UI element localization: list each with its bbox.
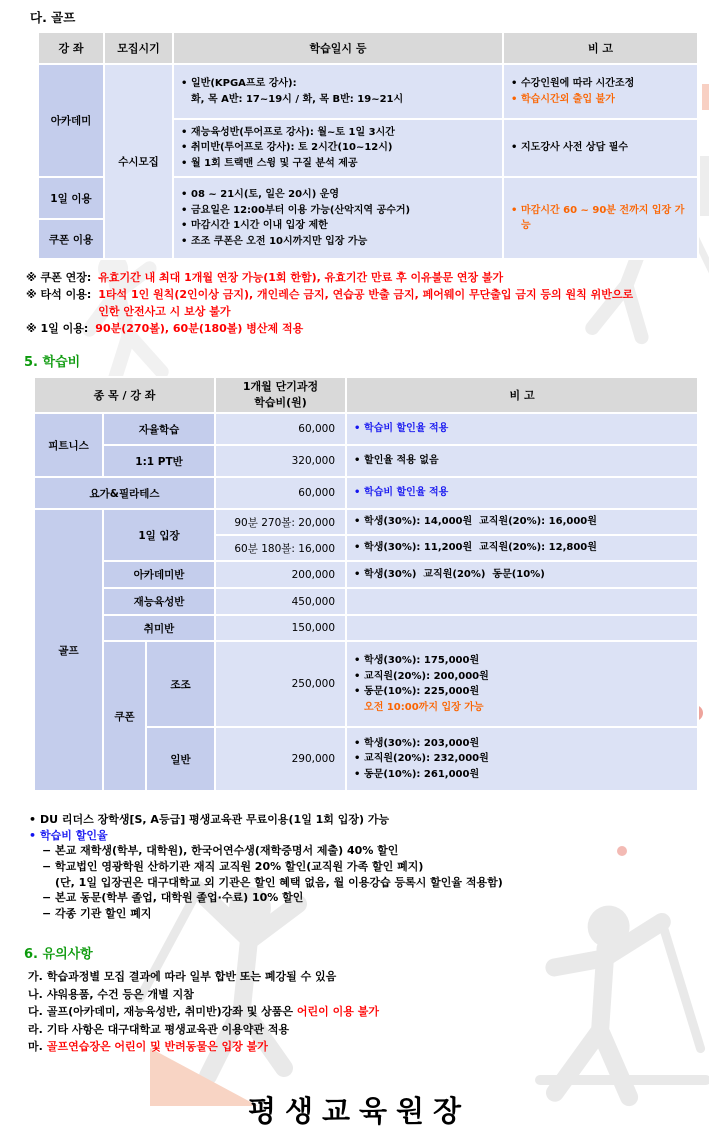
fee-header-row (34, 377, 698, 413)
discount-alumni: − 본교 동문(학부 졸업, 대학원 졸업·수료) 10% 할인 (42, 890, 709, 906)
class-coupon-label: 쿠폰 (103, 641, 146, 791)
notice-item (28, 1021, 709, 1038)
table-row (34, 588, 698, 615)
fee-early: 250,000 (215, 641, 346, 727)
signature-title: 평생교육원장 (247, 1094, 471, 1129)
note-line: • 학생(30%): 203,000원 (353, 736, 693, 752)
header-fee-line2: 학습비(원) (254, 396, 307, 410)
schedule-line: • 금요일은 12:00부터 이용 가능(산악지역 공수거) (180, 203, 498, 219)
schedule-academy-special (173, 119, 503, 177)
schedule-line: • 조조 쿠폰은 오전 10시까지만 입장 가능 (180, 234, 498, 250)
note-line: • 학습비 할인율 적용 (353, 485, 693, 501)
fee-hobby: 150,000 (215, 615, 346, 641)
discount-abolished: − 각종 기관 할인 폐지 (42, 906, 709, 922)
footnote-text: 90분(270볼), 60분(180볼) 병산제 적용 (95, 322, 304, 336)
table-row (34, 641, 698, 727)
note-talent (346, 588, 698, 615)
discount-staff: − 학교법인 영광학원 산하기관 재직 교직원 20% 할인(교직원 가족 할인 폐지) (42, 859, 709, 875)
fee-general: 290,000 (215, 727, 346, 791)
note-day-90min (346, 509, 698, 535)
note-line: • 학생(30%) 교직원(20%) 동문(10%) (353, 567, 693, 583)
table-row (34, 445, 698, 477)
class-early-label: 조조 (146, 641, 215, 727)
document-page (0, 8, 709, 1129)
footnote-text: 1타석 1인 원칙(2인이상 금지), 개인레슨 금지, 연습공 반출 금지, 페어웨이 무단출입 금지 등의 원칙 위반으로 인한 안전사고 시 보상 불가 (98, 288, 634, 319)
schedule-line: • 재능육성반(투어프로 강사): 월~토 1일 3시간 (180, 125, 498, 141)
class-hobby-label: 취미반 (103, 615, 215, 641)
section-fees-heading: 5. 학습비 (24, 355, 81, 371)
page-title: 다. 골프 (30, 10, 76, 25)
fee-day-90min: 90분 270볼: 20,000 (215, 509, 346, 535)
header-item: 종 목 / 강 좌 (34, 377, 215, 413)
note-line: • 교직원(20%): 200,000원 (353, 669, 693, 685)
note-general (346, 727, 698, 791)
item-golf-label: 골프 (34, 509, 103, 791)
course-coupon-use-label: 쿠폰 이용 (38, 219, 104, 259)
item-fitness-label: 피트니스 (34, 413, 103, 477)
notice-item (28, 1038, 709, 1055)
recruit-period-cell: 수시모집 (104, 64, 173, 259)
table-row (34, 561, 698, 588)
note-discount-title: • 학습비 할인율 (28, 828, 709, 844)
notice-prefix: 가. (28, 970, 43, 984)
schedule-footnotes (26, 269, 709, 337)
notice-prefix: 나. (28, 987, 43, 1001)
table-row (34, 615, 698, 641)
note-hobby (346, 615, 698, 641)
note-du-leaders: • DU 리더스 장학생[S, A등급] 평생교육관 무료이용(1일 1회 입장) 가능 (28, 812, 709, 828)
note-early (346, 641, 698, 727)
note-line-warning: • 마감시간 60 ~ 90분 전까지 입장 가능 (510, 203, 693, 234)
note-line: • 학생(30%): 14,000원 교직원(20%): 16,000원 (353, 514, 693, 530)
note-line: • 학생(30%): 11,200원 교직원(20%): 12,800원 (353, 540, 693, 556)
table-row (34, 477, 698, 509)
item-yoga-label: 요가&필라테스 (34, 477, 215, 509)
header-schedule: 학습일시 등 (173, 32, 503, 64)
note-self-study (346, 413, 698, 445)
notice-list (28, 968, 709, 1055)
note-line: • 동문(10%): 225,000원 (353, 684, 693, 700)
class-day-entry-label: 1일 입장 (103, 509, 215, 561)
note-academy (346, 561, 698, 588)
footnote-coupon-extension (26, 269, 709, 286)
note-line-warning: • 학습시간외 출입 불가 (510, 92, 693, 108)
notice-text: 기타 사항은 대구대학교 평생교육관 이용약관 적용 (46, 1022, 290, 1036)
notice-item (28, 1003, 709, 1020)
note-line: • 학생(30%): 175,000원 (353, 653, 693, 669)
note-day-coupon (503, 177, 698, 259)
header-period: 모집시기 (104, 32, 173, 64)
class-self-study-label: 자율학습 (103, 413, 215, 445)
schedule-line: • 일반(KPGA프로 강사): (180, 76, 498, 92)
fee-pt: 320,000 (215, 445, 346, 477)
footnote-day-use (26, 320, 709, 337)
header-fee (215, 377, 346, 413)
note-pt (346, 445, 698, 477)
table-row (38, 64, 698, 119)
note-line: • 수강인원에 따라 시간조정 (510, 76, 693, 92)
notice-item (28, 968, 709, 985)
notice-text-red: 어린이 이용 불가 (296, 1005, 379, 1019)
schedule-line: • 08 ~ 21시(토, 일은 20시) 운영 (180, 187, 498, 203)
header-fee-line1: 1개월 단기과정 (242, 380, 319, 394)
course-academy-label: 아카데미 (38, 64, 104, 177)
note-day-60min (346, 535, 698, 561)
note-line: • 할인율 적용 없음 (353, 453, 693, 469)
note-line: • 교직원(20%): 232,000원 (353, 751, 693, 767)
course-day-use-label: 1일 이용 (38, 177, 104, 219)
note-academy-general (503, 64, 698, 119)
header-note: 비 고 (503, 32, 698, 64)
fee-day-60min: 60분 180볼: 16,000 (215, 535, 346, 561)
table-row (34, 413, 698, 445)
fee-academy: 200,000 (215, 561, 346, 588)
discount-staff-detail: (단, 1일 입장권은 대구대학교 외 기관은 할인 혜택 없음, 월 이용강습 등록시 할인율 적용함) (55, 875, 503, 889)
note-line: • 학습비 할인율 적용 (353, 421, 693, 437)
notice-text: 골프(아카데미, 재능육성반, 취미반)강좌 및 상품은 (46, 1005, 297, 1019)
discount-notes (28, 812, 709, 921)
fee-table (33, 376, 699, 792)
header-fee-note: 비 고 (346, 377, 698, 413)
footnote-label: ※ 타석 이용: (26, 288, 92, 302)
footnote-label: ※ 1일 이용: (26, 322, 89, 336)
note-academy-special (503, 119, 698, 177)
notice-item (28, 986, 709, 1003)
footnote-tee-use (26, 286, 709, 320)
notice-text-red: 골프연습장은 어린이 및 반려동물은 입장 불가 (46, 1039, 268, 1053)
schedule-academy-general (173, 64, 503, 119)
fee-yoga: 60,000 (215, 477, 346, 509)
class-general-label: 일반 (146, 727, 215, 791)
footnote-text: 유효기간 내 최대 1개월 연장 가능(1회 한함), 유효기간 만료 후 이유불문 연장 불가 (98, 271, 504, 284)
class-talent-label: 재능육성반 (103, 588, 215, 615)
schedule-line: • 월 1회 트랙맨 스윙 및 구질 분석 제공 (180, 156, 498, 172)
schedule-day-coupon (173, 177, 503, 259)
schedule-line: 화, 목 A반: 17~19시 / 화, 목 B반: 19~21시 (191, 93, 404, 105)
schedule-line: • 취미반(투어프로 강사): 토 2시간(10~12시) (180, 140, 498, 156)
schedule-header-row (38, 32, 698, 64)
notice-text: 샤워용품, 수건 등은 개별 지참 (46, 987, 194, 1001)
note-line: • 동문(10%): 261,000원 (353, 767, 693, 783)
schedule-line: • 마감시간 1시간 이내 입장 제한 (180, 218, 498, 234)
fee-self-study: 60,000 (215, 413, 346, 445)
class-pt-label: 1:1 PT반 (103, 445, 215, 477)
notice-text: 학습과정별 모집 결과에 따라 일부 합반 또는 폐강될 수 있음 (46, 970, 337, 984)
note-line-warning: 오전 10:00까지 입장 가능 (364, 701, 484, 713)
note-line: • 지도강사 사전 상담 필수 (510, 140, 693, 156)
notice-prefix: 마. (28, 1039, 43, 1053)
notice-prefix: 다. (28, 1005, 43, 1019)
header-course: 강 좌 (38, 32, 104, 64)
fee-talent: 450,000 (215, 588, 346, 615)
discount-students: − 본교 재학생(학부, 대학원), 한국어연수생(재학증명서 제출) 40% 할인 (42, 843, 709, 859)
section-notice-heading: 6. 유의사항 (24, 947, 93, 963)
table-row (34, 509, 698, 535)
footnote-label: ※ 쿠폰 연장: (26, 271, 92, 284)
notice-prefix: 라. (28, 1022, 43, 1036)
golf-schedule-table (37, 31, 699, 260)
class-academy-label: 아카데미반 (103, 561, 215, 588)
note-yoga (346, 477, 698, 509)
